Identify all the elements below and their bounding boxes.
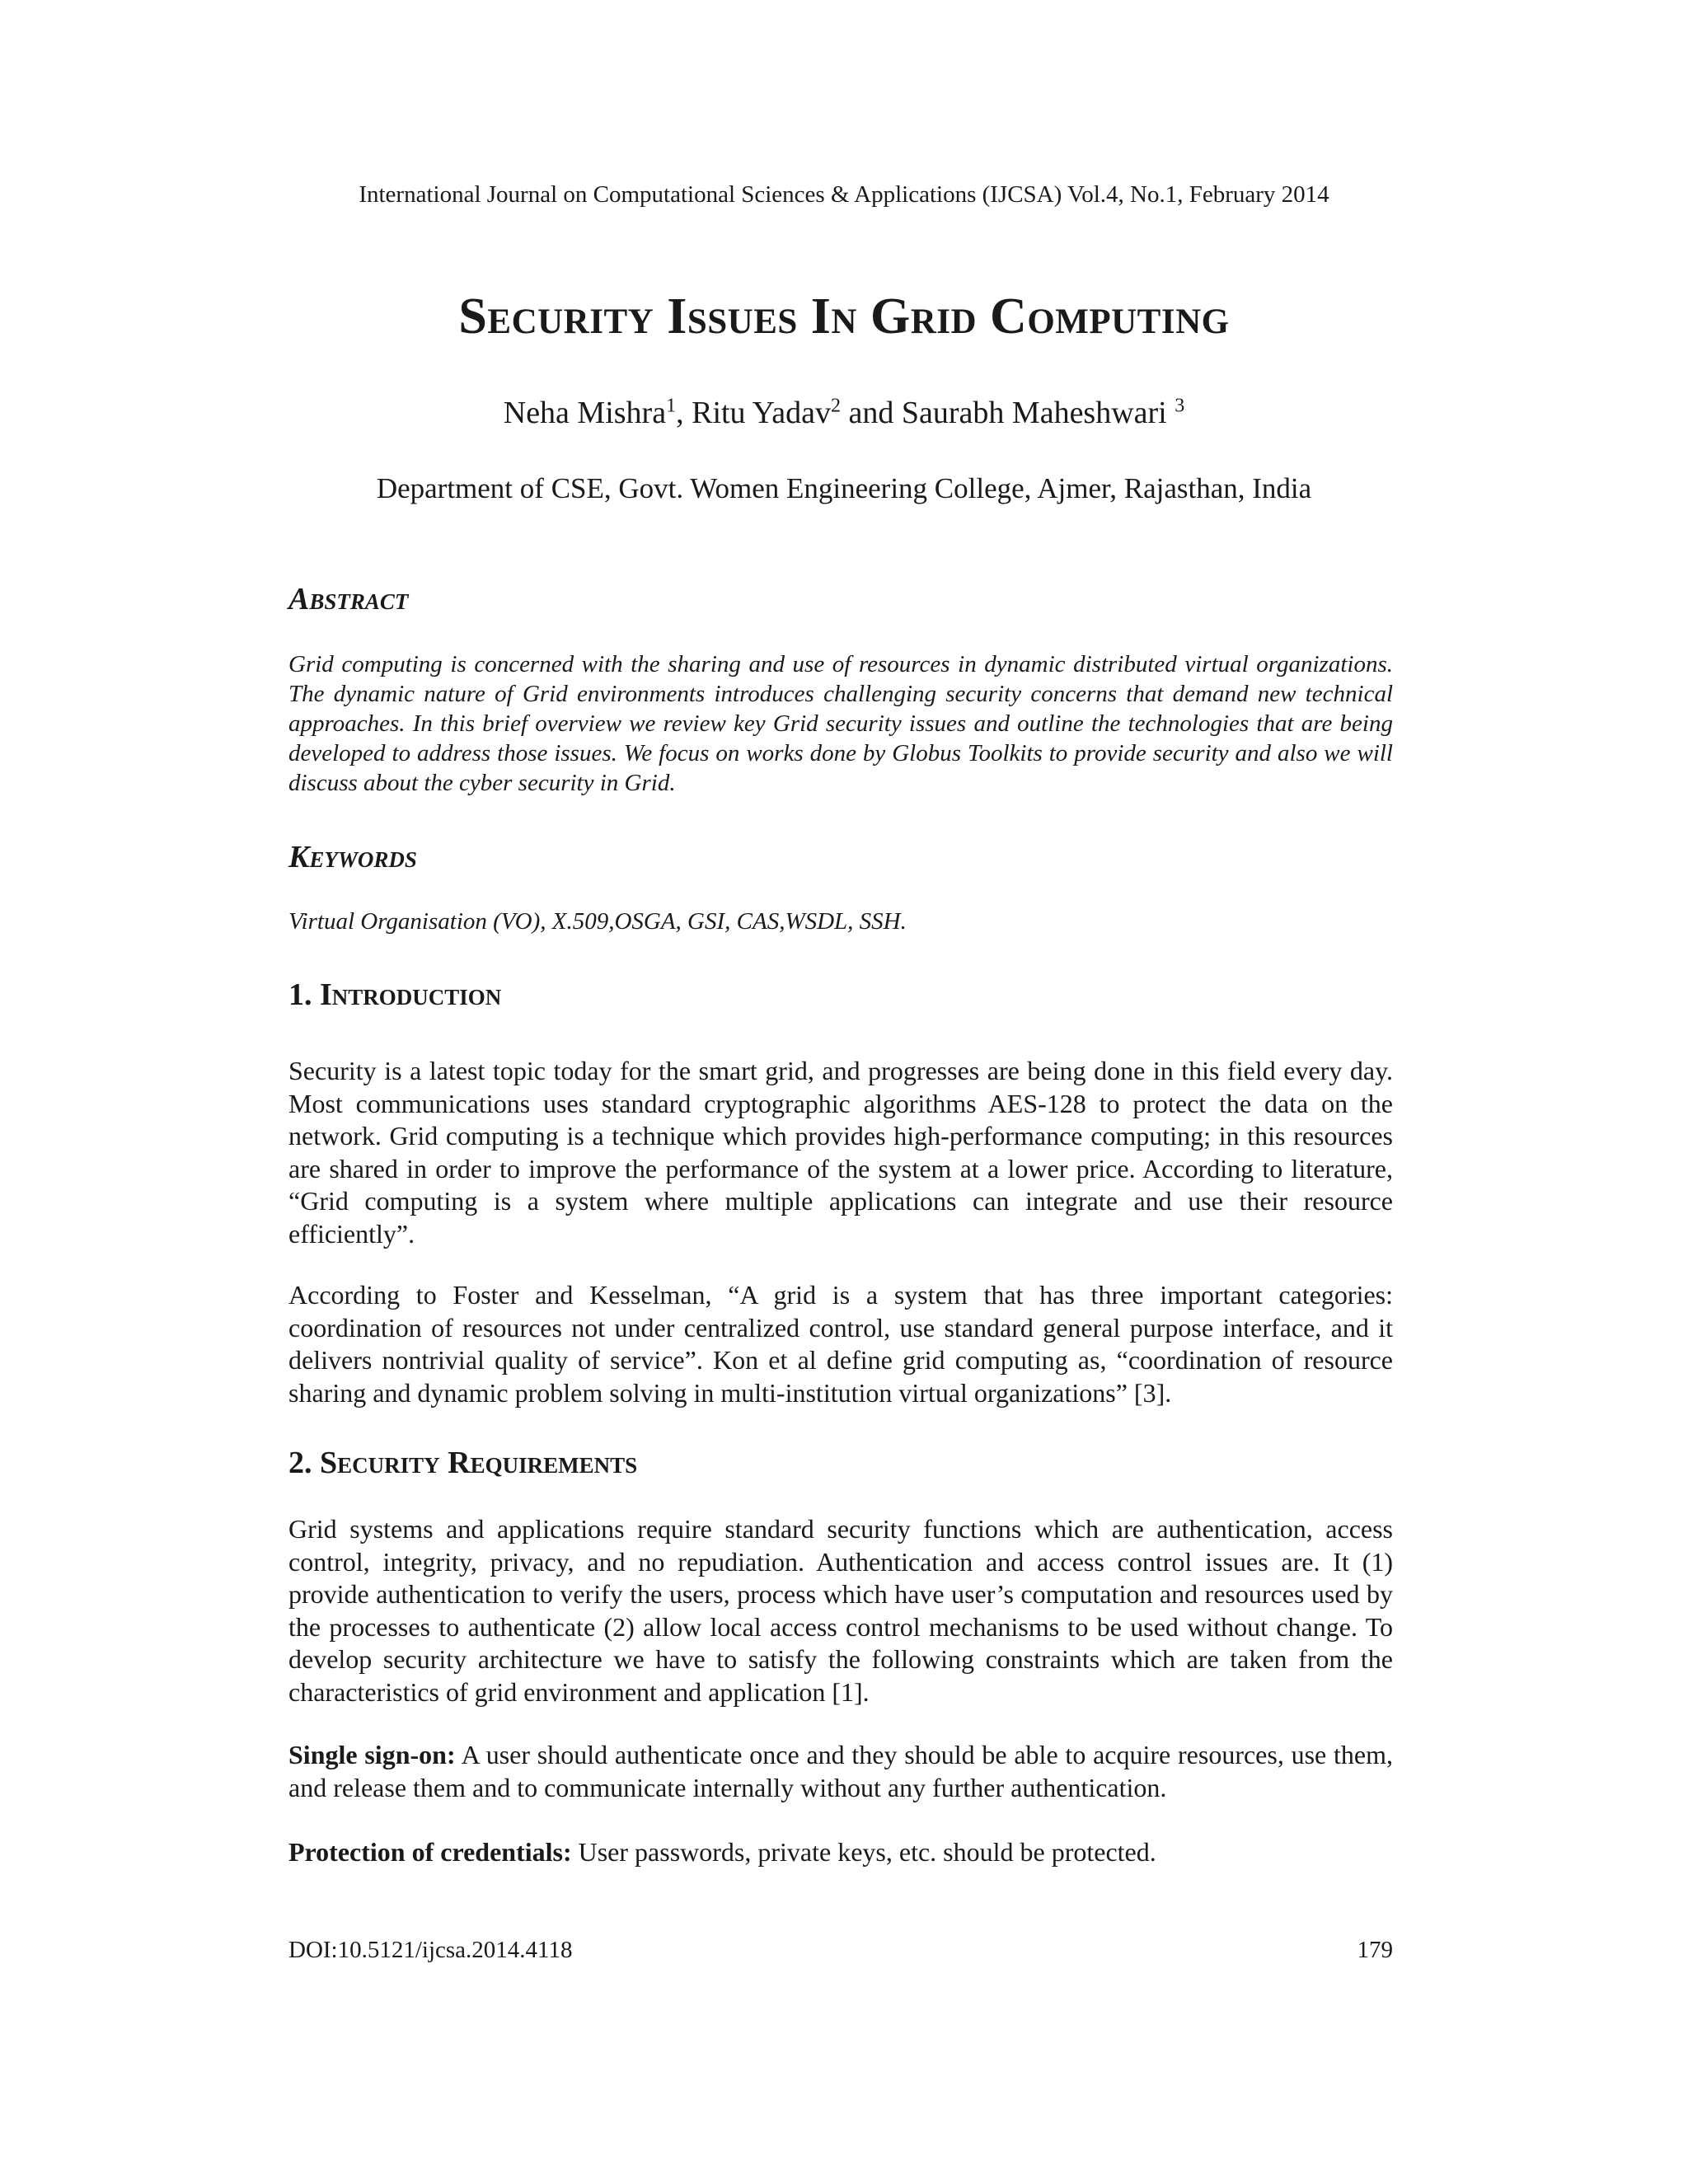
keywords-text: Virtual Organisation (VO), X.509,OSGA, GSI, CAS,WSDL, SSH. (288, 908, 907, 935)
section-heading-introduction (288, 976, 501, 1014)
introduction-paragraph-2: According to Foster and Kesselman, “A grid is a system that has three important categories: coordination of resources not under centralized control, use standard general purpose interface, and it delivers nontrivial quality of service”. Kon et al define grid computing as, “coordination of resource sharing and dynamic problem solving in multi-institution virtual organizations” [3]. (288, 1280, 1393, 1408)
protection-of-credentials-text: User passwords, private keys, etc. should be protected. (571, 1837, 1156, 1867)
single-sign-on-label: Single sign-on: (288, 1740, 456, 1769)
section-number: 1. (288, 977, 320, 1012)
author-name: Neha Mishra (503, 396, 667, 430)
introduction-paragraph-1: Security is a latest topic today for the smart grid, and progresses are being done in this field every day. Most communications uses standard cryptographic algorithms AES-128 to protect the data on the network. Grid computing is a technique which provides high-performance computing; in this resources are shared in order to improve the performance of the system at a lower price. According to literature, “Grid computing is a system where multiple applications can integrate and use their resource efficiently”. (288, 1056, 1393, 1249)
affiliation: Department of CSE, Govt. Women Engineering College, Ajmer, Rajasthan, India (376, 472, 1312, 504)
author-affiliation-mark: 3 (1175, 395, 1185, 417)
footer-doi: DOI:10.5121/ijcsa.2014.4118 (288, 1937, 573, 1963)
abstract-heading: Abstract (288, 582, 409, 616)
security-requirements-paragraph: Grid systems and applications require standard security functions which are authentication, access control, integrity, privacy, and no repudiation. Authentication and access control issues are. It (1) provide authentication to verify the users, process which have user’s computation and resources used by the processes to authenticate (2) allow local access control mechanisms to be used without change. To develop security architecture we have to satisfy the following constraints which are taken from the characteristics of grid environment and application [1]. (288, 1514, 1393, 1707)
section-heading-security-requirements (288, 1444, 637, 1482)
author-name: Ritu Yadav (692, 396, 832, 430)
single-sign-on-paragraph (288, 1739, 1393, 1804)
footer-page-number: 179 (1357, 1937, 1393, 1963)
author-separator: , (676, 396, 692, 430)
section-title: Security Requirements (320, 1446, 638, 1480)
single-sign-on-text: A user should authenticate once and they should be able to acquire resources, use them, and release them and to communicate internally without any further authentication. (288, 1740, 1394, 1802)
author-affiliation-mark: 1 (666, 395, 677, 417)
author-list (0, 392, 1688, 434)
section-title: Introduction (320, 977, 502, 1012)
section-number: 2. (288, 1446, 320, 1480)
author-name: Saurabh Maheshwari (901, 396, 1167, 430)
protection-of-credentials-label: Protection of credentials: (288, 1837, 572, 1867)
paper-title: Security Issues In Grid Computing (458, 288, 1230, 344)
author-separator: and (841, 396, 902, 430)
author-affiliation-mark: 2 (831, 395, 842, 417)
keywords-heading: Keywords (288, 840, 417, 874)
running-header: International Journal on Computational Sciences & Applications (IJCSA) Vol.4, No.1, February 2014 (359, 181, 1329, 208)
protection-of-credentials-paragraph (288, 1836, 1393, 1869)
abstract-text: Grid computing is concerned with the sharing and use of resources in dynamic distributed virtual organizations. The dynamic nature of Grid environments introduces challenging security concerns that demand new technical approaches. In this brief overview we review key Grid security issues and outline the technologies that are being developed to address those issues. We focus on works done by Globus Toolkits to provide security and also we will discuss about the cyber security in Grid. (288, 651, 1393, 796)
